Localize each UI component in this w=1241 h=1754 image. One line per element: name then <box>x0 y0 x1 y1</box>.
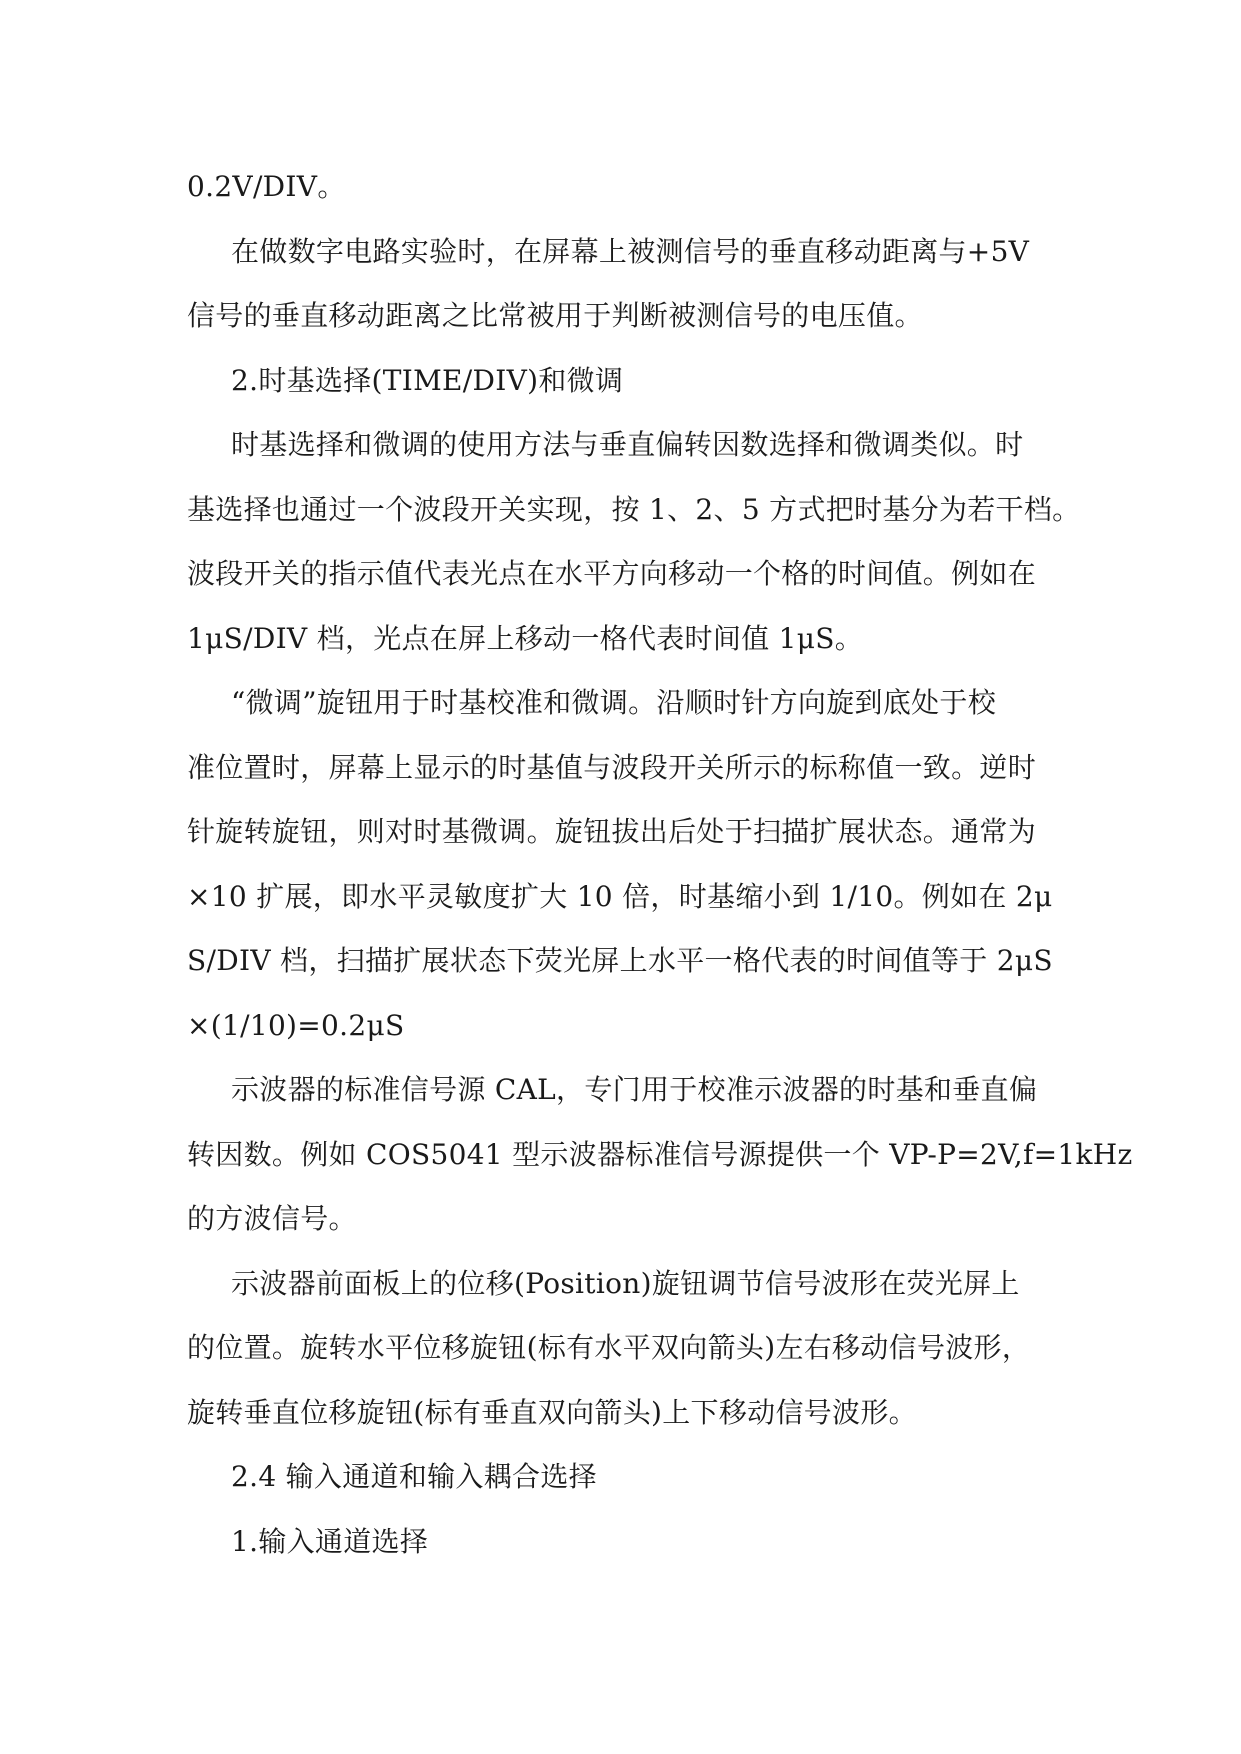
document-page <box>187 155 1133 1574</box>
text-line: 转因数。例如 COS5041 型示波器标准信号源提供一个 VP-P=2V,f=1kHz <box>187 1137 1133 1171</box>
text-line: 0.2V/DIV。 <box>187 170 346 203</box>
text-line: 基选择也通过一个波段开关实现，按 1、2、5 方式把时基分为若干档。 <box>187 492 1081 526</box>
section-heading: 1.输入通道选择 <box>231 1524 429 1558</box>
text-line: 示波器的标准信号源 CAL，专门用于校准示波器的时基和垂直偏 <box>231 1073 1038 1106</box>
text-line: “微调”旋钮用于时基校准和微调。沿顺时针方向旋到底处于校 <box>231 686 997 719</box>
text-line: 在做数字电路实验时，在屏幕上被测信号的垂直移动距离与+5V <box>231 234 1030 268</box>
text-line: 针旋转旋钮，则对时基微调。旋钮拔出后处于扫描扩展状态。通常为 <box>187 815 1037 848</box>
text-line: ×10 扩展，即水平灵敏度扩大 10 倍，时基缩小到 1/10。例如在 2μ <box>187 879 1053 913</box>
text-line: 1μS/DIV 档，光点在屏上移动一格代表时间值 1μS。 <box>187 621 864 655</box>
section-heading: 2.4 输入通道和输入耦合选择 <box>231 1460 597 1493</box>
text-line: 信号的垂直移动距离之比常被用于判断被测信号的电压值。 <box>187 299 923 332</box>
section-heading: 2.时基选择(TIME/DIV)和微调 <box>231 363 624 397</box>
text-line: 时基选择和微调的使用方法与垂直偏转因数选择和微调类似。时 <box>231 428 1024 461</box>
text-line: ×(1/10)=0.2μS <box>187 1008 405 1042</box>
text-line: 准位置时，屏幕上显示的时基值与波段开关所示的标称值一致。逆时 <box>187 750 1037 784</box>
text-line: 波段开关的指示值代表光点在水平方向移动一个格的时间值。例如在 <box>187 557 1037 590</box>
text-line: 的位置。旋转水平位移旋钮(标有水平双向箭头)左右移动信号波形， <box>187 1331 1031 1364</box>
text-line: 示波器前面板上的位移(Position)旋钮调节信号波形在荧光屏上 <box>231 1266 1020 1300</box>
text-line: 旋转垂直位移旋钮(标有垂直双向箭头)上下移动信号波形。 <box>187 1395 917 1429</box>
text-line: 的方波信号。 <box>187 1202 357 1235</box>
text-line: S/DIV 档，扫描扩展状态下荧光屏上水平一格代表的时间值等于 2μS <box>187 944 1053 977</box>
